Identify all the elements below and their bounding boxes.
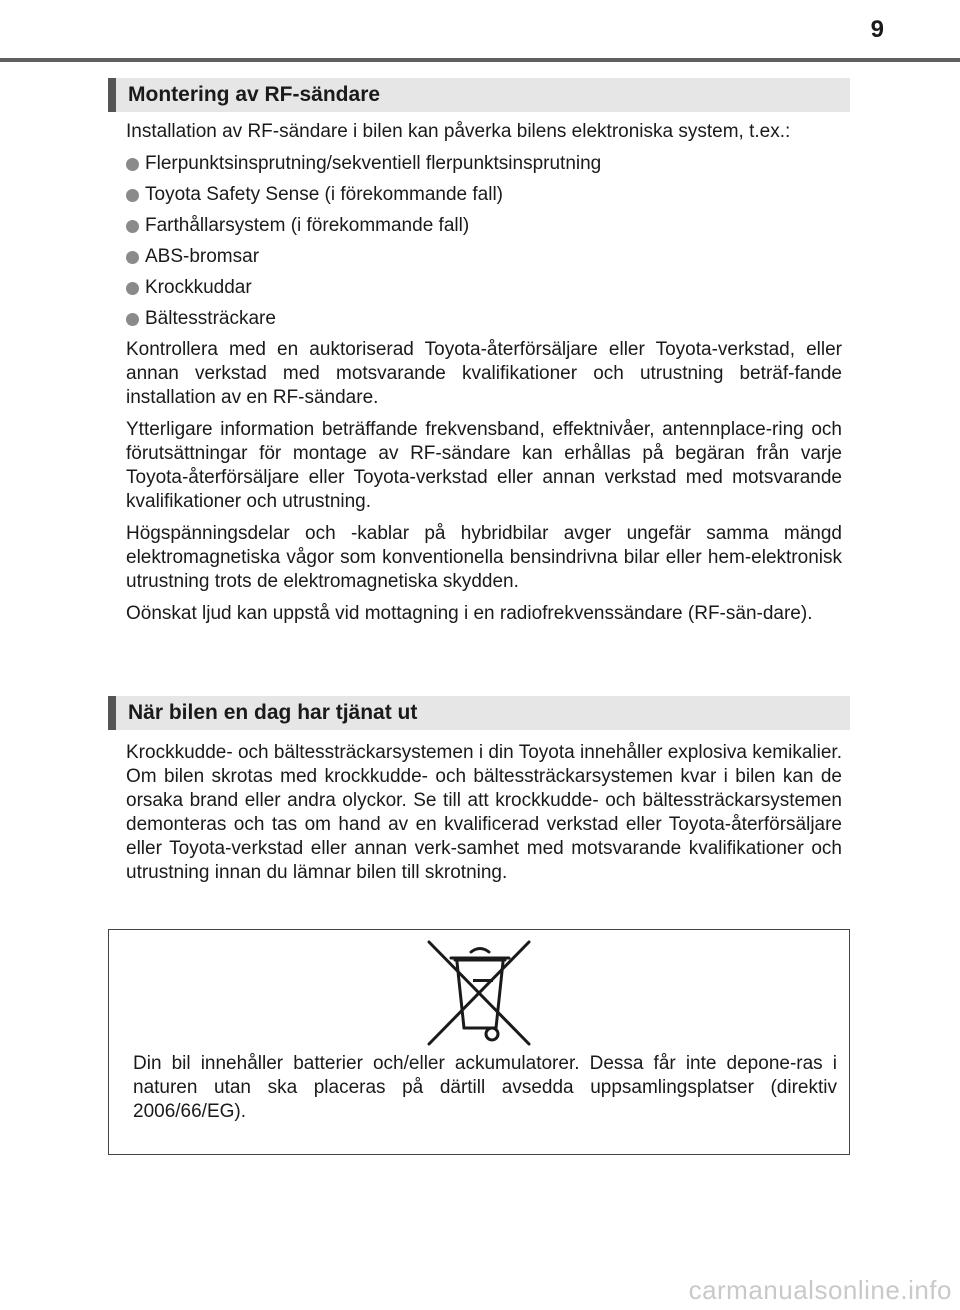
list-item: Bältessträckare [126,307,842,331]
bullet-icon [126,158,139,171]
section-header-bar [108,696,116,730]
body-paragraph: Ytterligare information beträffande frekvensband, effektnivåer, antennplace-ring och förutsättningar för montage av RF-sändare kan erhållas på begäran från varje Toyota-återförsäljare eller Toyota-verkstad eller annan verkstad med motsvarande kvalifikationer och utrustning. [126,419,842,512]
bullet-icon [126,220,139,233]
list-item: Flerpunktsinsprutning/sekventiell flerpunktsinsprutning [126,152,842,176]
watermark: carmanualsonline.info [688,1275,952,1305]
bullet-icon [126,282,139,295]
section-body-rf [126,120,842,634]
section-title-end-of-life: När bilen en dag har tjänat ut [128,701,418,724]
battery-disposal-notice [108,929,850,1155]
section-body-end-of-life [126,741,842,893]
notice-text: Din bil innehåller batterier och/eller ackumulatorer. Dessa får inte depone-ras i naturen utan ska placeras på därtill avsedda uppsamlingsplatser (direktiv 2006/66/EG). [133,1053,837,1122]
intro-paragraph: Installation av RF-sändare i bilen kan påverka bilens elektroniska system, t.ex.: [126,121,791,142]
list-item: Krockkuddar [126,276,842,300]
bullet-icon [126,251,139,264]
bullet-list [126,152,842,331]
list-item: Farthållarsystem (i förekommande fall) [126,214,842,238]
page-number: 9 [870,16,884,43]
top-rule [0,58,960,62]
bullet-icon [126,189,139,202]
list-item: ABS-bromsar [126,245,842,269]
section-header-bar [108,78,116,112]
list-item: Toyota Safety Sense (i förekommande fall) [126,183,842,207]
crossed-out-wheelie-bin-icon [425,936,535,1048]
body-paragraph: Högspänningsdelar och -kablar på hybridbilar avger ungefär samma mängd elektromagnetiska vågor som konventionella bensindrivna bilar eller hem-elektronisk utrustning trots de elektromagnetiska skydden. [126,523,842,592]
bullet-icon [126,313,139,326]
body-paragraph: Krockkudde- och bältessträckarsystemen i din Toyota innehåller explosiva kemikalier. Om bilen skrotas med krockkudde- och bältessträckarsystemen kvar i bilen kan de orsaka brand eller andra olyckor. Se till att krockkudde- och bältessträckarsystemen demonteras och tas om hand av en kvalificerad verkstad eller Toyota-återförsäljare eller Toyota-verkstad eller annan verk-samhet med motsvarande kvalifikationer och utrustning innan du lämnar bilen till skrotning. [126,742,842,883]
section-header-rf [108,78,850,112]
section-header-end-of-life [108,696,850,730]
section-title-rf: Montering av RF-sändare [128,83,381,106]
body-paragraph: Oönskat ljud kan uppstå vid mottagning i en radiofrekvenssändare (RF-sän-dare). [126,603,813,624]
body-paragraph: Kontrollera med en auktoriserad Toyota-återförsäljare eller Toyota-verkstad, eller annan verkstad med motsvarande kvalifikationer och utrustning beträf-fande installation av en RF-sändare. [126,339,842,408]
